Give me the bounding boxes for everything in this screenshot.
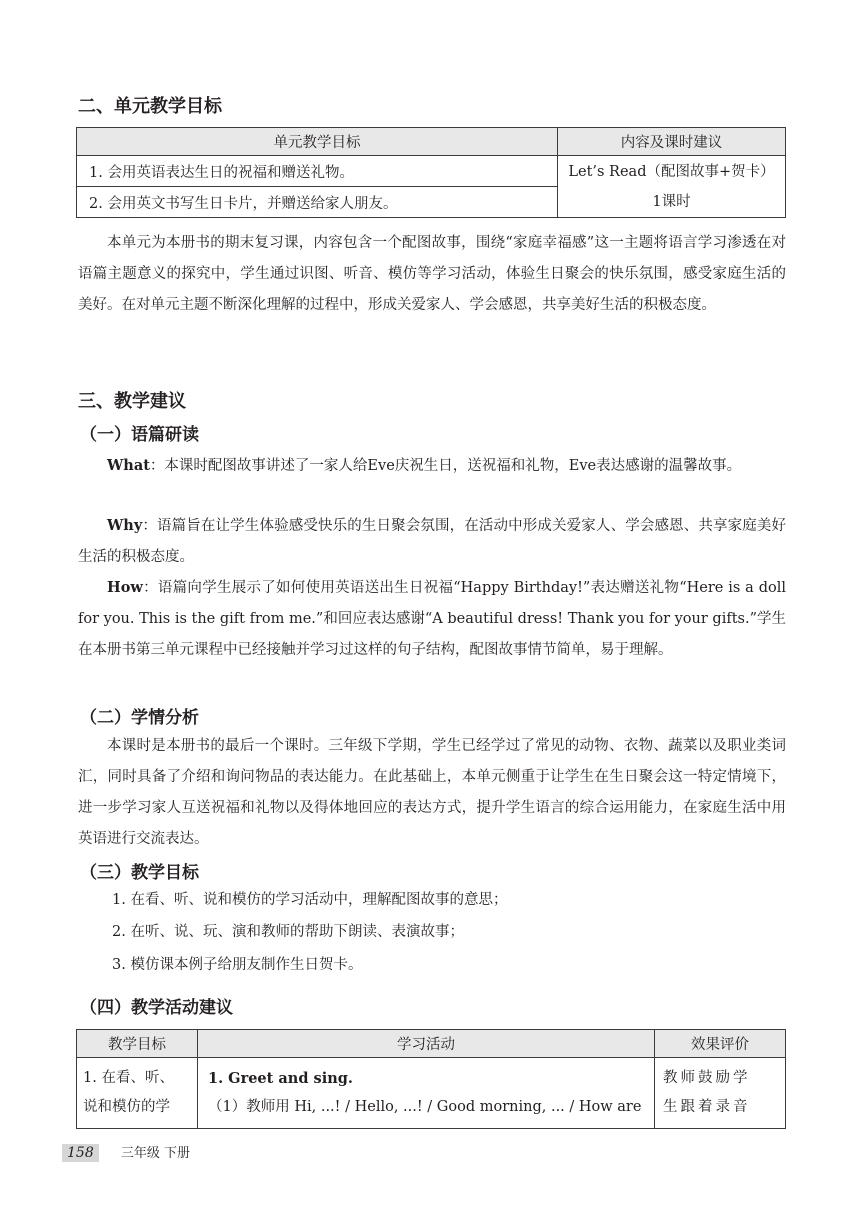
student-analysis-paragraph: 本课时是本册书的最后一个课时。三年级下学期，学生已经学过了常见的动物、衣物、蔬菜以及职业类词汇，同时具备了介绍和询问物品的表达能力。在此基础上，本单元侧重于让学生在生日聚会这一特定情境下，进一步学习家人互送祝福和礼物以及得体地回应的表达方式，提升学生语言的综合运用能力，在家庭生活中用英语进行交流表达。 <box>78 738 786 847</box>
why-paragraph <box>78 510 786 573</box>
activity-eval-line-2: 生跟着录音 <box>663 1099 751 1115</box>
teaching-goal-3: 3. 模仿课本例子给朋友制作生日贺卡。 <box>112 957 363 973</box>
content-line-1: Let’s Read（配图故事+贺卡） <box>568 163 775 180</box>
teaching-goal-2: 2. 在听、说、玩、演和教师的帮助下朗读、表演故事； <box>112 924 464 940</box>
unit-goals-table <box>76 127 786 218</box>
activity-header-goal: 教学目标 <box>77 1030 198 1058</box>
unit-intro-paragraph: 本单元为本册书的期末复习课，内容包含一个配图故事，围绕“家庭幸福感”这一主题将语言学习渗透在对语篇主题意义的探究中，学生通过识图、听音、模仿等学习活动，体验生日聚会的快乐氛围，感受家庭生活的美好。在对单元主题不断深化理解的过程中，形成关爱家人、学会感恩，共享美好生活的积极态度。 <box>78 235 786 313</box>
what-paragraph <box>78 450 786 482</box>
activity-header-activity: 学习活动 <box>198 1030 655 1058</box>
teaching-goal-1: 1. 在看、听、说和模仿的学习活动中，理解配图故事的意思； <box>112 892 508 908</box>
why-text: ：语篇旨在让学生体验感受快乐的生日聚会氛围，在活动中形成关爱家人、学会感恩、共享家庭美好生活的积极态度。 <box>78 518 786 565</box>
why-label: Why <box>107 517 143 534</box>
page-footer <box>62 1142 190 1162</box>
how-paragraph <box>78 572 786 666</box>
activity-eval-cell <box>655 1058 786 1129</box>
content-line-2: 1课时 <box>652 193 691 210</box>
what-label: What <box>107 457 150 474</box>
how-label: How <box>107 579 143 596</box>
activity-title: 1. Greet and sing. <box>208 1070 353 1087</box>
page-number: 158 <box>62 1144 99 1162</box>
section-heading-teaching-suggestions: 三、教学建议 <box>78 391 186 412</box>
section-heading-unit-goals: 二、单元教学目标 <box>78 96 222 117</box>
subheading-activity-suggestions: （四）教学活动建议 <box>80 998 233 1018</box>
what-text: ：本课时配图故事讲述了一家人给Eve庆祝生日，送祝福和礼物，Eve表达感谢的温馨故事。 <box>149 458 742 474</box>
book-label: 三年级 下册 <box>120 1146 191 1161</box>
content-cell <box>558 156 786 218</box>
activity-line: （1）教师用 Hi, ...! / Hello, ...! / Good morning, ... / How are <box>208 1099 642 1115</box>
how-text: ：语篇向学生展示了如何使用英语送出生日祝福“Happy Birthday!”表达赠送礼物“Here is a doll for you. This is the gift from me.”和回应表达感谢“A beautiful dress! Thank you for your gifts.”学生在本册书第三单元课程中已经接触并学习过这样的句子结构，配图故事情节简单，易于理解。 <box>78 580 786 658</box>
activity-header-eval: 效果评价 <box>655 1030 786 1058</box>
goal-row-2: 2. 会用英文书写生日卡片，并赠送给家人朋友。 <box>77 187 558 218</box>
subheading-student-analysis: （二）学情分析 <box>80 708 199 728</box>
subheading-teaching-goals: （三）教学目标 <box>80 863 199 883</box>
activity-table <box>76 1029 786 1129</box>
subheading-text-study: （一）语篇研读 <box>80 425 199 445</box>
activity-goal-line-2: 说和模仿的学 <box>83 1099 170 1115</box>
table-header-content: 内容及课时建议 <box>558 128 786 156</box>
goal-row-1: 1. 会用英语表达生日的祝福和赠送礼物。 <box>77 156 558 187</box>
activity-content-cell <box>198 1058 655 1129</box>
activity-goal-line-1: 1. 在看、听、 <box>83 1070 174 1086</box>
activity-goal-cell <box>77 1058 198 1129</box>
activity-eval-line-1: 教师鼓励学 <box>663 1070 751 1086</box>
table-header-goal: 单元教学目标 <box>77 128 558 156</box>
